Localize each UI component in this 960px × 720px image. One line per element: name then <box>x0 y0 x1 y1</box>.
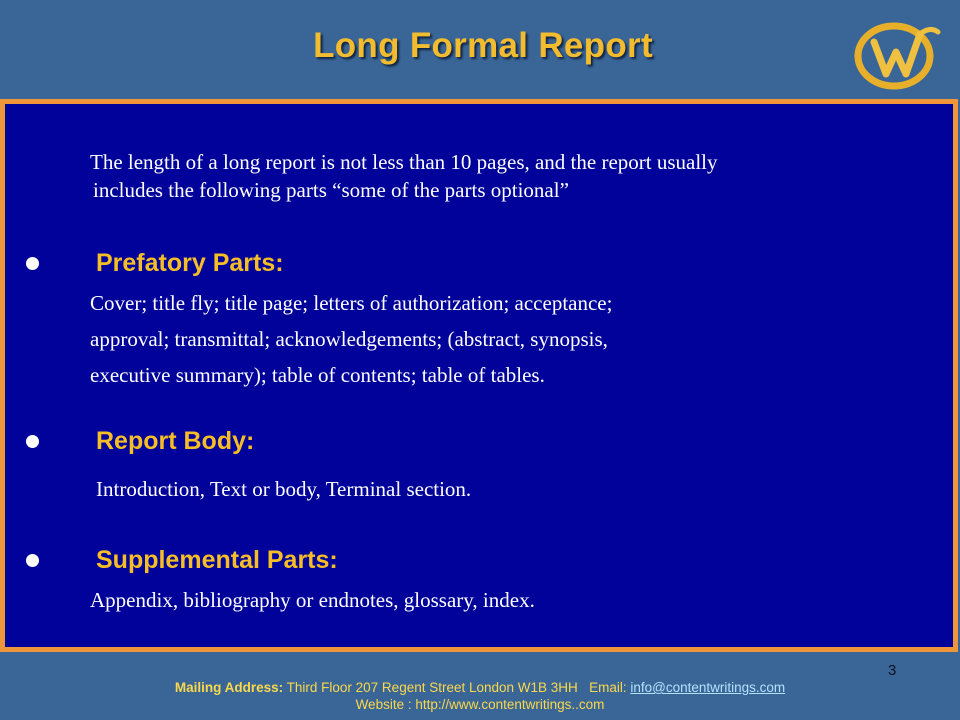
mailing-address: Third Floor 207 Regent Street London W1B 3HH <box>286 680 578 695</box>
mailing-label: Mailing Address: <box>174 680 284 695</box>
supplemental-line-1: Appendix, bibliography or endnotes, glossary, index. <box>90 588 535 612</box>
content-panel <box>0 99 958 652</box>
prefatory-line-3: executive summary); table of contents; table of tables. <box>90 363 545 387</box>
intro-line-2: includes the following parts “some of the parts optional” <box>93 178 569 202</box>
footer-website-line[interactable]: Website : http://www.contentwritings..com <box>355 697 605 712</box>
bullet-dot-icon <box>26 554 39 567</box>
slide-title: Long Formal Report <box>313 26 653 65</box>
prefatory-line-1: Cover; title fly; title page; letters of authorization; acceptance; <box>90 291 613 315</box>
email-label: Email: <box>589 680 627 695</box>
section-heading-prefatory: Prefatory Parts: <box>96 249 284 277</box>
intro-line-1: The length of a long report is not less than 10 pages, and the report usually <box>90 150 718 174</box>
bullet-dot-icon <box>26 435 39 448</box>
bullet-dot-icon <box>26 257 39 270</box>
section-heading-supplemental: Supplemental Parts: <box>96 546 338 574</box>
prefatory-line-2: approval; transmittal; acknowledgements; (abstract, synopsis, <box>90 327 608 351</box>
page-number: 3 <box>888 662 897 679</box>
email-link[interactable]: info@contentwritings.com <box>630 680 786 695</box>
report-body-line-1: Introduction, Text or body, Terminal section. <box>96 477 472 501</box>
footer-mailing-line <box>0 680 960 695</box>
section-heading-report-body: Report Body: <box>96 427 255 455</box>
w-logo-icon <box>846 16 946 94</box>
